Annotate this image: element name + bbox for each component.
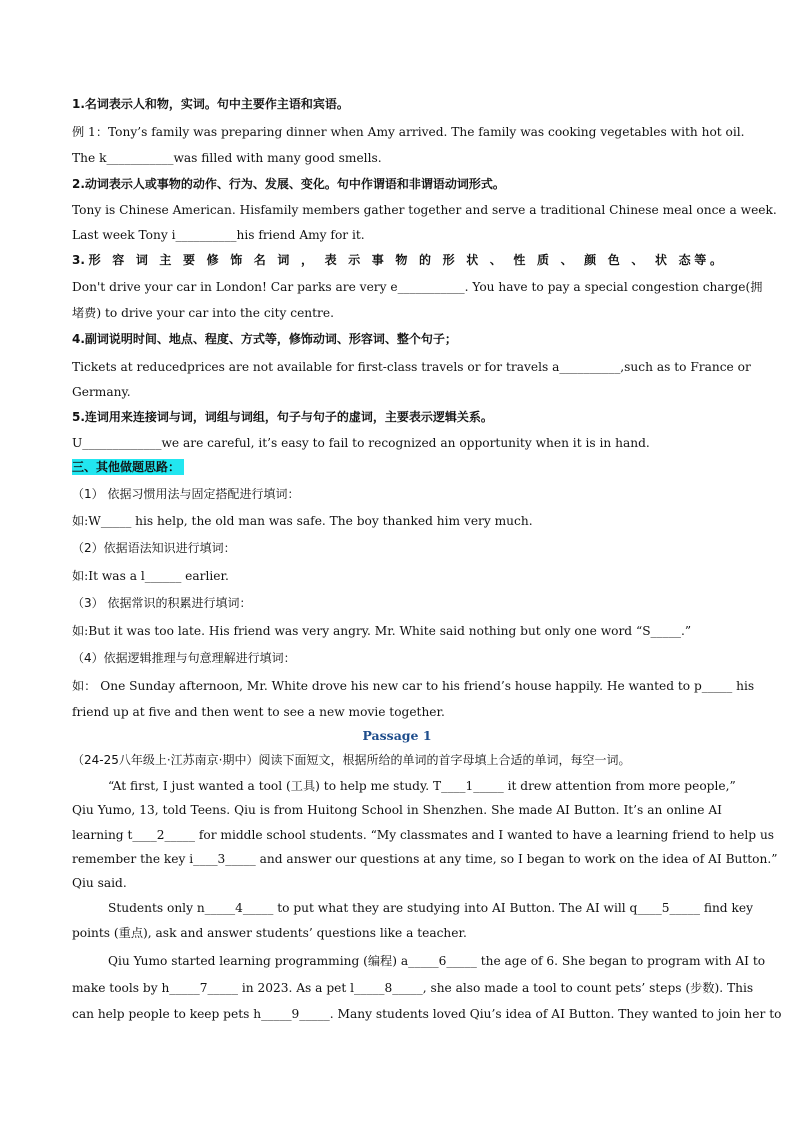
strategy-heading: （2）依据语法知识进行填词： <box>72 541 236 555</box>
text-line: Don't drive your car in London! Car parks are very e___________. You have to pay a special congestion charge(拥 <box>72 280 763 294</box>
strategy-heading: （4）依据逻辑推理与句意理解进行填词： <box>72 651 296 665</box>
passage-line: Qiu Yumo, 13, told Teens. Qiu is from Huitong School in Shenzhen. She made AI Button. It’s an online AI <box>72 803 722 817</box>
strategy-heading: （1） 依据习惯用法与固定搭配进行填词： <box>72 487 300 501</box>
section-heading-adjectives: 3.形 容 词 主 要 修 饰 名 词 ， 表 示 事 物 的 形 状 、 性 质 、 颜 色 、 状 态等。 <box>72 253 722 267</box>
passage-line: can help people to keep pets h_____9_____. Many students loved Qiu’s idea of AI Button. They wanted to join her to <box>72 1007 782 1021</box>
text-line: U_____________we are careful, it’s easy to fail to recognized an opportunity when it is in hand. <box>72 436 650 450</box>
text-line: friend up at five and then went to see a new movie together. <box>72 705 445 719</box>
text-line: Tickets at reducedprices are not available for first-class travels or for travels a__________,such as to France or <box>72 360 751 374</box>
passage-line: Qiu Yumo started learning programming (编程) a_____6_____ the age of 6. She began to program with AI to <box>108 954 766 968</box>
passage-line: points (重点), ask and answer students’ questions like a teacher. <box>72 926 467 940</box>
text-line: Last week Tony i__________his friend Amy for it. <box>72 228 365 242</box>
passage-instructions: （24-25八年级上·江苏南京·期中）阅读下面短文，根据所给的单词的首字母填上合适的单词，每空一词。 <box>72 753 631 767</box>
text-line: 如:But it was too late. His friend was very angry. Mr. White said nothing but only one word “S_____.” <box>72 624 692 638</box>
section-heading-conjunctions: 5.连词用来连接词与词，词组与词组，句子与句子的虚词，主要表示逻辑关系。 <box>72 410 493 424</box>
section-heading-other-strategies: 三、其他做题思路： <box>72 459 184 475</box>
strategy-heading: （3） 依据常识的积累进行填词： <box>72 596 252 610</box>
text-line: 堵费) to drive your car into the city centre. <box>72 306 334 320</box>
text-line: The k___________was filled with many good smells. <box>72 151 382 165</box>
section-heading-adverbs: 4.副词说明时间、地点、程度、方式等，修饰动词、形容词、整个句子； <box>72 332 457 346</box>
text-line: Tony is Chinese American. Hisfamily members gather together and serve a traditional Chinese meal once a week. <box>72 203 777 217</box>
text-line: 如： One Sunday afternoon, Mr. White drove his new car to his friend’s house happily. He wanted to p_____ his <box>72 679 755 693</box>
text-line: Germany. <box>72 385 131 399</box>
text-line: 如:W_____ his help, the old man was safe. The boy thanked him very much. <box>72 514 533 528</box>
passage-title: Passage 1 <box>362 728 432 743</box>
section-heading-nouns: 1.名词表示人和物，实词。句中主要作主语和宾语。 <box>72 97 349 111</box>
passage-line: learning t____2_____ for middle school students. “My classmates and I wanted to have a learning friend to help us <box>72 828 775 842</box>
passage-line: “At first, I just wanted a tool (工具) to help me study. T____1_____ it drew attention from more people,” <box>108 779 736 793</box>
section-heading-verbs: 2.动词表示人或事物的动作、行为、发展、变化。句中作谓语和非谓语动词形式。 <box>72 177 505 191</box>
text-line: 例 1：Tony’s family was preparing dinner when Amy arrived. The family was cooking vegetables with hot oil. <box>72 125 745 139</box>
passage-line: make tools by h_____7_____ in 2023. As a pet l_____8_____, she also made a tool to count pets’ steps (步数). This <box>72 981 754 995</box>
passage-line: remember the key i____3_____ and answer our questions at any time, so I began to work on the idea of AI Button.” <box>72 852 778 866</box>
passage-line: Students only n_____4_____ to put what they are studying into AI Button. The AI will q____5_____ find key <box>108 901 753 915</box>
text-line: 如:It was a l______ earlier. <box>72 569 229 583</box>
passage-line: Qiu said. <box>72 876 127 890</box>
